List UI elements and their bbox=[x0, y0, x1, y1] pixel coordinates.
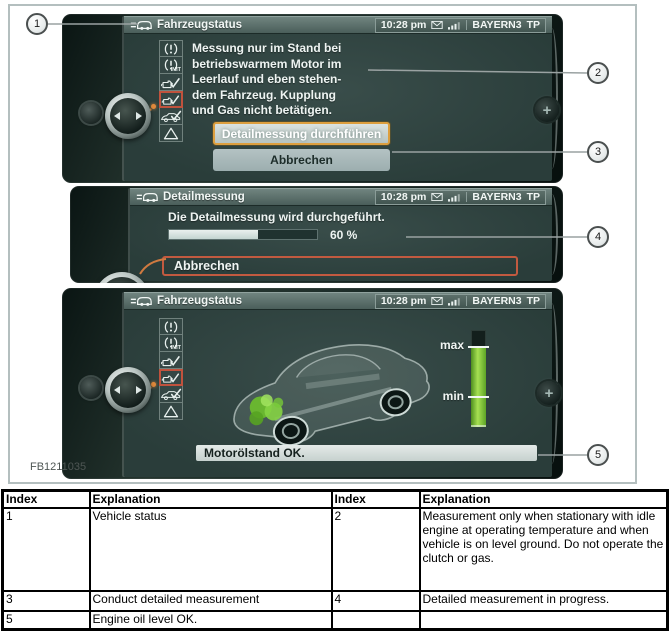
plus-button[interactable]: + bbox=[535, 98, 559, 122]
sidebar-item-vehicle-check[interactable] bbox=[159, 386, 183, 403]
idrive-controller-knob[interactable] bbox=[105, 93, 151, 139]
instruction-line: dem Fahrzeug. Kupplung bbox=[192, 87, 336, 102]
legend-table bbox=[1, 489, 669, 631]
instruction-line: und Gas nicht betätigen. bbox=[192, 103, 333, 117]
screen-detail-measurement bbox=[130, 188, 552, 281]
envelope-icon bbox=[431, 21, 443, 29]
col-header: Index bbox=[3, 491, 90, 508]
tire-pressure-icon bbox=[162, 42, 180, 56]
radio-station: BAYERN3 bbox=[472, 19, 522, 31]
explanation-cell bbox=[420, 611, 668, 630]
init-label: INIT bbox=[170, 67, 181, 73]
sidebar-item-tire-pressure-init[interactable] bbox=[159, 57, 183, 74]
status-bar bbox=[375, 18, 546, 33]
explanation-cell: Vehicle status bbox=[90, 508, 332, 591]
arrow-left-icon bbox=[114, 112, 120, 120]
idrive-display-1 bbox=[62, 14, 563, 183]
explanation-cell: Measurement only when stationary with idle engine at operating temperature and when vehicle is on level ground. Do not operate the clutch or gas. bbox=[420, 508, 668, 591]
knob-face bbox=[99, 277, 145, 283]
knob-face bbox=[110, 372, 146, 408]
explanation-cell: Detailed measurement in progress. bbox=[420, 591, 668, 611]
table-row bbox=[3, 611, 668, 630]
arrow-left-icon bbox=[114, 386, 120, 394]
signal-bars-icon bbox=[448, 193, 461, 202]
table-row bbox=[3, 591, 668, 611]
index-cell: 4 bbox=[332, 591, 420, 611]
envelope-icon bbox=[431, 193, 443, 201]
progress-bar bbox=[168, 229, 318, 240]
vehicle-check-icon bbox=[160, 110, 182, 123]
gauge-max-label: max bbox=[439, 338, 464, 352]
vehicle-menu-icon bbox=[130, 19, 152, 31]
legend-header-row bbox=[3, 491, 668, 508]
instruction-line: Leerlauf und eben stehen- bbox=[192, 72, 342, 86]
instruction-line: betriebswarmem Motor im bbox=[192, 56, 342, 71]
radio-station: BAYERN3 bbox=[472, 295, 522, 307]
warning-triangle-icon bbox=[163, 405, 179, 418]
selection-pointer-dot bbox=[151, 104, 156, 109]
idrive-display-2 bbox=[70, 186, 563, 283]
instruction-text bbox=[192, 41, 412, 119]
idrive-display-3 bbox=[62, 288, 563, 479]
status-message-bar: Motorölstand OK. bbox=[196, 445, 537, 461]
oil-check-icon bbox=[160, 354, 182, 367]
sidebar-item-tire-pressure-init[interactable] bbox=[159, 335, 183, 352]
traffic-program-badge: TP bbox=[526, 191, 540, 203]
figure-code: FB1211035 bbox=[30, 461, 87, 473]
titlebar bbox=[124, 16, 552, 34]
col-header: Explanation bbox=[420, 491, 668, 508]
callout-4: 4 bbox=[587, 226, 609, 248]
progress-message: Die Detailmessung wird durchgeführt. bbox=[168, 210, 385, 224]
sidebar-icon-column bbox=[159, 318, 183, 420]
index-cell: 3 bbox=[3, 591, 90, 611]
clock: 10:28 pm bbox=[380, 295, 427, 307]
menu-side-button[interactable] bbox=[80, 377, 102, 399]
progress-fill bbox=[169, 230, 258, 239]
sidebar-item-oil-level[interactable] bbox=[159, 352, 183, 369]
callout-3: 3 bbox=[587, 141, 609, 163]
clock: 10:28 pm bbox=[380, 191, 427, 203]
sidebar-item-warning[interactable] bbox=[159, 125, 183, 142]
progress-percent-label: 60 % bbox=[330, 228, 358, 242]
screen-vehicle-status bbox=[124, 16, 552, 181]
status-bar bbox=[375, 294, 546, 309]
vehicle-menu-icon bbox=[130, 295, 152, 307]
explanation-cell: Engine oil level OK. bbox=[90, 611, 332, 630]
page-title: Detailmessung bbox=[163, 191, 245, 203]
vehicle-menu-icon bbox=[136, 191, 158, 203]
status-bar bbox=[375, 190, 546, 205]
titlebar bbox=[124, 292, 552, 310]
index-cell: 5 bbox=[3, 611, 90, 630]
col-header: Explanation bbox=[90, 491, 332, 508]
traffic-program-badge: TP bbox=[526, 295, 540, 307]
signal-bars-icon bbox=[448, 21, 461, 30]
arrow-right-icon bbox=[136, 386, 142, 394]
oil-level-gauge bbox=[471, 347, 486, 427]
knob-face bbox=[110, 98, 146, 134]
menu-side-button[interactable] bbox=[80, 102, 102, 124]
sidebar-item-tire-pressure[interactable] bbox=[159, 40, 183, 57]
screen-oil-level-result bbox=[124, 292, 552, 477]
vehicle-xray-image bbox=[210, 322, 455, 447]
index-cell bbox=[332, 611, 420, 630]
init-label: INIT bbox=[170, 345, 181, 351]
conduct-measurement-button[interactable]: Detailmessung durchführen bbox=[213, 122, 390, 145]
divider bbox=[466, 296, 467, 306]
idrive-controller-knob[interactable] bbox=[105, 367, 151, 413]
callout-1: 1 bbox=[26, 13, 48, 35]
sidebar-icon-column bbox=[159, 40, 183, 142]
oil-check-icon bbox=[161, 371, 181, 384]
oil-gauge-cap bbox=[471, 330, 486, 347]
divider bbox=[466, 20, 467, 30]
page-title: Fahrzeugstatus bbox=[157, 19, 242, 31]
gauge-max-tick bbox=[468, 346, 489, 348]
oil-check-icon bbox=[160, 76, 182, 89]
gauge-bottom-tick bbox=[471, 425, 486, 427]
sidebar-item-vehicle-check[interactable] bbox=[159, 108, 183, 125]
arrow-right-icon bbox=[136, 112, 142, 120]
oil-check-icon bbox=[161, 93, 181, 106]
sidebar-item-oil-level[interactable] bbox=[159, 74, 183, 91]
sidebar-item-tire-pressure[interactable] bbox=[159, 318, 183, 335]
cancel-button[interactable]: Abbrechen bbox=[213, 149, 390, 171]
table-row bbox=[3, 508, 668, 591]
selection-pointer-dot bbox=[151, 382, 156, 387]
sidebar-item-oil-detail-selected[interactable] bbox=[159, 91, 183, 108]
gauge-min-label: min bbox=[442, 389, 464, 403]
plus-button[interactable]: + bbox=[537, 381, 561, 405]
radio-station: BAYERN3 bbox=[472, 191, 522, 203]
index-cell: 1 bbox=[3, 508, 90, 591]
page-title: Fahrzeugstatus bbox=[157, 295, 242, 307]
cancel-button[interactable]: Abbrechen bbox=[162, 256, 518, 276]
index-cell: 2 bbox=[332, 508, 420, 591]
clock: 10:28 pm bbox=[380, 19, 427, 31]
sidebar-item-oil-detail-selected[interactable] bbox=[159, 369, 183, 386]
gauge-min-tick bbox=[468, 396, 489, 398]
titlebar bbox=[130, 188, 552, 206]
col-header: Index bbox=[332, 491, 420, 508]
sidebar-item-warning[interactable] bbox=[159, 403, 183, 420]
instruction-line: Messung nur im Stand bei bbox=[192, 41, 342, 55]
divider bbox=[466, 192, 467, 202]
callout-2: 2 bbox=[587, 62, 609, 84]
warning-triangle-icon bbox=[163, 127, 179, 140]
signal-bars-icon bbox=[448, 297, 461, 306]
envelope-icon bbox=[431, 297, 443, 305]
vehicle-check-icon bbox=[160, 388, 182, 401]
selection-pointer-hook bbox=[138, 250, 168, 276]
tire-pressure-icon bbox=[162, 320, 180, 334]
explanation-cell: Conduct detailed measurement bbox=[90, 591, 332, 611]
traffic-program-badge: TP bbox=[526, 19, 540, 31]
figure-frame bbox=[8, 4, 637, 484]
callout-5: 5 bbox=[587, 444, 609, 466]
